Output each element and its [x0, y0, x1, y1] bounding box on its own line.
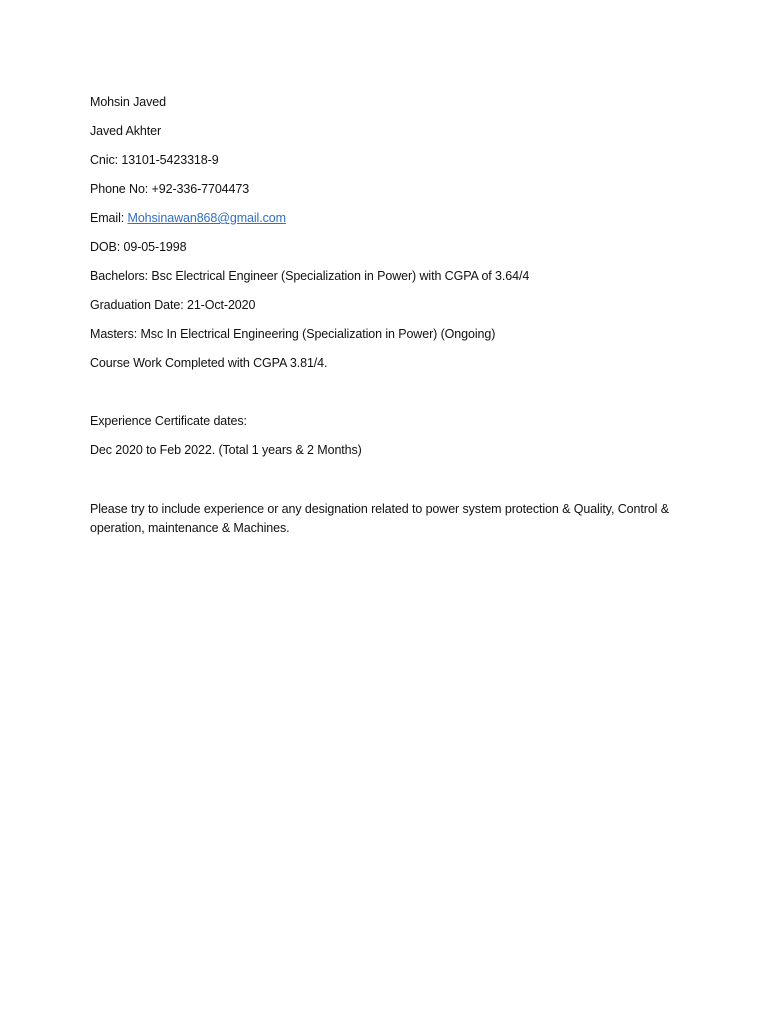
experience-heading: Experience Certificate dates: [90, 414, 247, 428]
experience-dates: Dec 2020 to Feb 2022. (Total 1 years & 2 Months) [90, 443, 362, 457]
applicant-name: Mohsin Javed [90, 95, 166, 109]
course-work-line: Course Work Completed with CGPA 3.81/4. [90, 356, 328, 370]
email-label: Email: [90, 211, 128, 225]
bachelors-line: Bachelors: Bsc Electrical Engineer (Specialization in Power) with CGPA of 3.64/4 [90, 269, 530, 283]
email-link[interactable]: Mohsinawan868@gmail.com [127, 211, 286, 225]
cnic-line: Cnic: 13101-5423318-9 [90, 153, 219, 167]
request-paragraph: Please try to include experience or any designation related to power system protection & Quality, Control & operation, maintenance & Machines. [90, 502, 669, 535]
dob-line: DOB: 09-05-1998 [90, 240, 187, 254]
masters-line: Masters: Msc In Electrical Engineering (Specialization in Power) (Ongoing) [90, 327, 496, 341]
phone-line: Phone No: +92-336-7704473 [90, 182, 250, 196]
graduation-date-line: Graduation Date: 21-Oct-2020 [90, 298, 256, 312]
father-name: Javed Akhter [90, 124, 162, 138]
email-line [90, 209, 286, 228]
